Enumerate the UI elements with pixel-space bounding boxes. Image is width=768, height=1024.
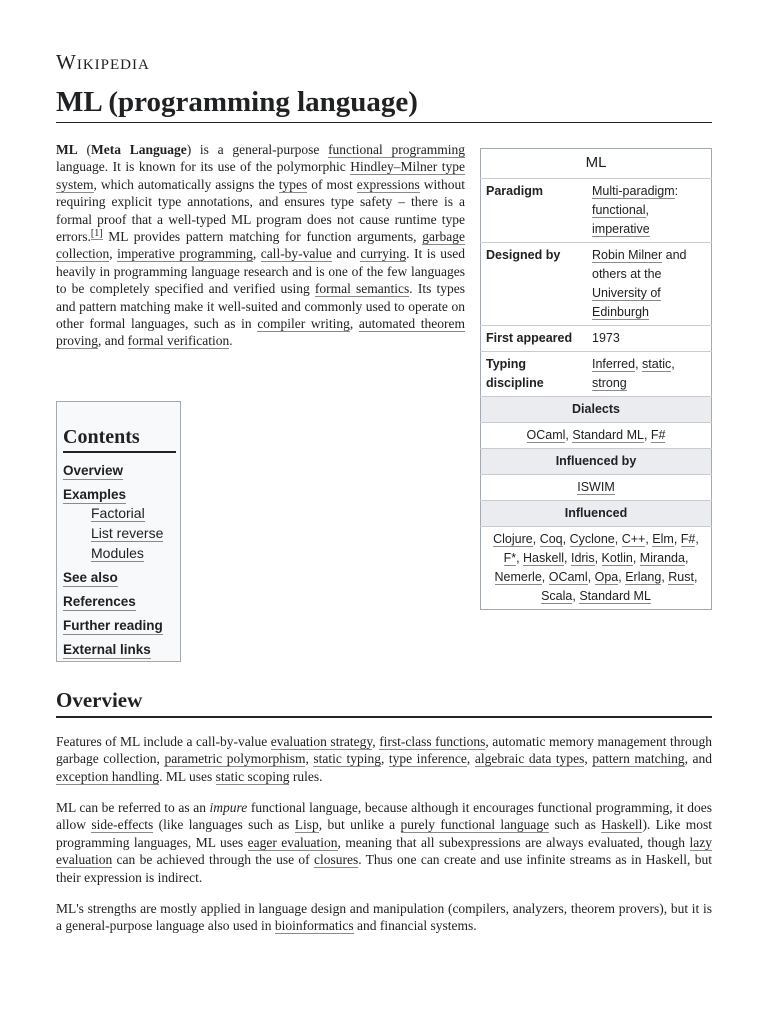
link-inferred[interactable]: Inferred [592,357,636,371]
toc-item-external-links[interactable]: External links [63,642,151,657]
wikipedia-wordmark[interactable]: Wikipedia [56,50,150,74]
link-multi-paradigm[interactable]: Multi-paradigm [592,184,675,198]
link-static[interactable]: static [642,357,672,371]
infobox-list-link[interactable]: Coq [539,532,563,546]
link-lazy-evaluation[interactable]: lazy evaluation [56,834,712,868]
infobox-list-link[interactable]: Clojure [493,532,533,546]
link-functional-programming[interactable]: functional programming [328,142,466,157]
toc-item-references[interactable]: References [63,594,136,609]
infobox-label-designed-by: Designed by [481,243,588,326]
toc-item-factorial[interactable]: Factorial [91,505,145,521]
link-formal-verification[interactable]: formal verification [127,333,230,349]
toc-item-see-also[interactable]: See also [63,570,118,585]
link-evaluation-strategy[interactable]: evaluation strategy [270,734,373,749]
infobox-value-paradigm: Multi-paradigm: functional, imperative [587,179,712,243]
link-call-by-value[interactable]: call-by-value [260,246,332,262]
link-imperative-programming[interactable]: imperative programming [117,246,253,262]
toc-item-overview[interactable]: Overview [63,463,124,478]
overview-paragraph-1: Features of ML include a call-by-value evaluation strategy, first-class functions, automatic memory management through garbage collection, parametric polymorphism, static typing, type inference, algebraic data types, pattern matching, and exception handling. ML uses static scoping rules. [56,734,713,784]
infobox-list-link[interactable]: Kotlin [601,551,633,565]
table-of-contents [56,401,181,662]
infobox-list-link[interactable]: F* [503,551,517,565]
link-types[interactable]: types [278,176,308,192]
infobox-list-link[interactable]: Miranda [639,551,685,565]
infobox-header-influenced: Influenced [481,501,712,527]
link-expressions[interactable]: expressions [356,176,420,192]
infobox-list-link[interactable]: Nemerle [494,570,542,584]
infobox-value-designed-by: Robin Milner and others at the University of Edinburgh [587,243,712,326]
infobox-label-paradigm: Paradigm [481,179,588,243]
link-compiler-writing[interactable]: compiler writing [257,316,350,332]
link-strong[interactable]: strong [592,376,627,390]
link-imperative[interactable]: imperative [592,222,650,236]
infobox-list-dialects: OCaml, Standard ML, F# [481,423,712,449]
infobox-list-link[interactable]: C++ [621,532,646,546]
infobox-value-first-appeared: 1973 [587,326,712,352]
infobox-list-link[interactable]: Standard ML [579,589,651,603]
infobox-list-link[interactable]: F# [650,428,666,442]
infobox-list-link[interactable]: Elm [652,532,674,546]
infobox-header-influenced-by: Influenced by [481,449,712,475]
link-robin-milner[interactable]: Robin Milner [592,248,663,262]
link-closures[interactable]: closures [313,852,359,868]
link-hindley-milner[interactable]: Hindley–Milner type system [56,159,465,192]
link-functional[interactable]: functional [592,203,646,217]
link-university-of-edinburgh[interactable]: University of Edinburgh [592,286,661,319]
link-static-scoping[interactable]: static scoping [215,768,290,784]
link-garbage-collection[interactable]: garbage collection [56,229,465,262]
infobox-list-link[interactable]: Erlang [625,570,662,584]
infobox-list-influenced-by [481,475,712,501]
link-exception-handling[interactable]: exception handling [56,768,160,784]
link-algebraic-data-types[interactable]: algebraic data types [474,751,585,767]
infobox-list-link[interactable]: OCaml [548,570,588,584]
toc-item-list-reverse[interactable]: List reverse [91,525,164,541]
toc-item-modules[interactable]: Modules [91,545,144,561]
toc-item-further-reading[interactable]: Further reading [63,618,163,633]
infobox-list-link[interactable]: Idris [570,551,595,565]
infobox-list-link[interactable]: F# [680,532,696,546]
link-pattern-matching[interactable]: pattern matching [592,751,685,767]
page-title: ML (programming language) [56,86,712,123]
link-automated-theorem-proving[interactable]: automated theorem proving [56,316,466,349]
link-static-typing[interactable]: static typing [313,751,381,767]
link-bioinformatics[interactable]: bioinformatics [274,918,354,934]
infobox-list-influenced: Clojure, Coq, Cyclone, C++, Elm, F#, F*, Haskell, Idris, Kotlin, Miranda, Nemerle, OCaml, Opa, Erlang, Rust, Scala, Standard ML [481,527,712,610]
lead-paragraph: ML (Meta Language) is a general-purpose functional programming language. It is known for its use of the polymorphic Hindley–Milner type system, which automatically assigns the types of most expressions without requiring explicit type annotations, and ensures type safety – there is a formal proof that a well-typed ML program does not cause runtime type errors.[1] ML provides pattern matching for function arguments, garbage collection, imperative programming, call-by-value and currying. It is used heavily in programming language research and is one of the few languages to be completely specified and verified using formal semantics. Its types and pattern matching make it well-suited and commonly used to operate on other formal languages, such as in compiler writing, automated theorem proving, and formal verification. [56,142,466,349]
infobox-list-link[interactable]: OCaml [526,428,566,442]
infobox-list-link[interactable]: Standard ML [572,428,644,442]
link-formal-semantics[interactable]: formal semantics [314,281,410,297]
infobox-title: ML [585,154,607,171]
link-parametric-polymorphism[interactable]: parametric polymorphism [164,751,306,767]
infobox-value-typing: Inferred, static, strong [587,352,712,397]
infobox-list-link[interactable]: Opa [594,570,619,584]
emphasis: impure [209,800,248,815]
link-eager-evaluation[interactable]: eager evaluation [247,834,338,850]
link-currying[interactable]: currying [360,246,407,262]
overview-paragraph-2: ML can be referred to as an impure functional language, because although it encourages functional programming, it does allow side-effects (like languages such as Lisp, but unlike a purely functional language such as Haskell). Like most programming languages, ML uses eager evaluation, meaning that all subexpressions are always evaluated, though lazy evaluation can be achieved through the use of closures. Thus one can create and use infinite streams as in Haskell, but their expression is indirect. [56,800,713,885]
infobox-list-link[interactable]: ISWIM [577,480,615,494]
infobox-label-first-appeared: First appeared [481,326,588,352]
infobox-label-typing: Typing discipline [481,352,588,397]
infobox-list-link[interactable]: Rust [668,570,694,584]
link-first-class-functions[interactable]: first-class functions [379,734,486,749]
infobox [480,148,712,610]
infobox-list-link[interactable]: Cyclone [569,532,615,546]
reference-link[interactable]: [1] [90,227,103,239]
infobox-list-link[interactable]: Scala [541,589,573,603]
toc-item-examples[interactable]: Examples [63,487,127,502]
infobox-header-dialects: Dialects [481,397,712,423]
bold-term: Meta Language [90,142,187,157]
infobox-list-link[interactable]: Haskell [523,551,565,565]
link-lisp[interactable]: Lisp [294,817,319,833]
toc-title: Contents [63,426,176,453]
link-type-inference[interactable]: type inference [388,751,467,767]
bold-term: ML [56,142,78,157]
link-side-effects[interactable]: side-effects [91,817,154,833]
overview-paragraph-3: ML's strengths are mostly applied in language design and manipulation (compilers, analyzers, theorem provers), but it is a general-purpose language also used in bioinformatics and financial systems. [56,901,712,934]
section-heading-overview: Overview [56,688,712,718]
link-haskell[interactable]: Haskell [601,817,643,833]
link-purely-functional-language[interactable]: purely functional language [400,817,550,833]
